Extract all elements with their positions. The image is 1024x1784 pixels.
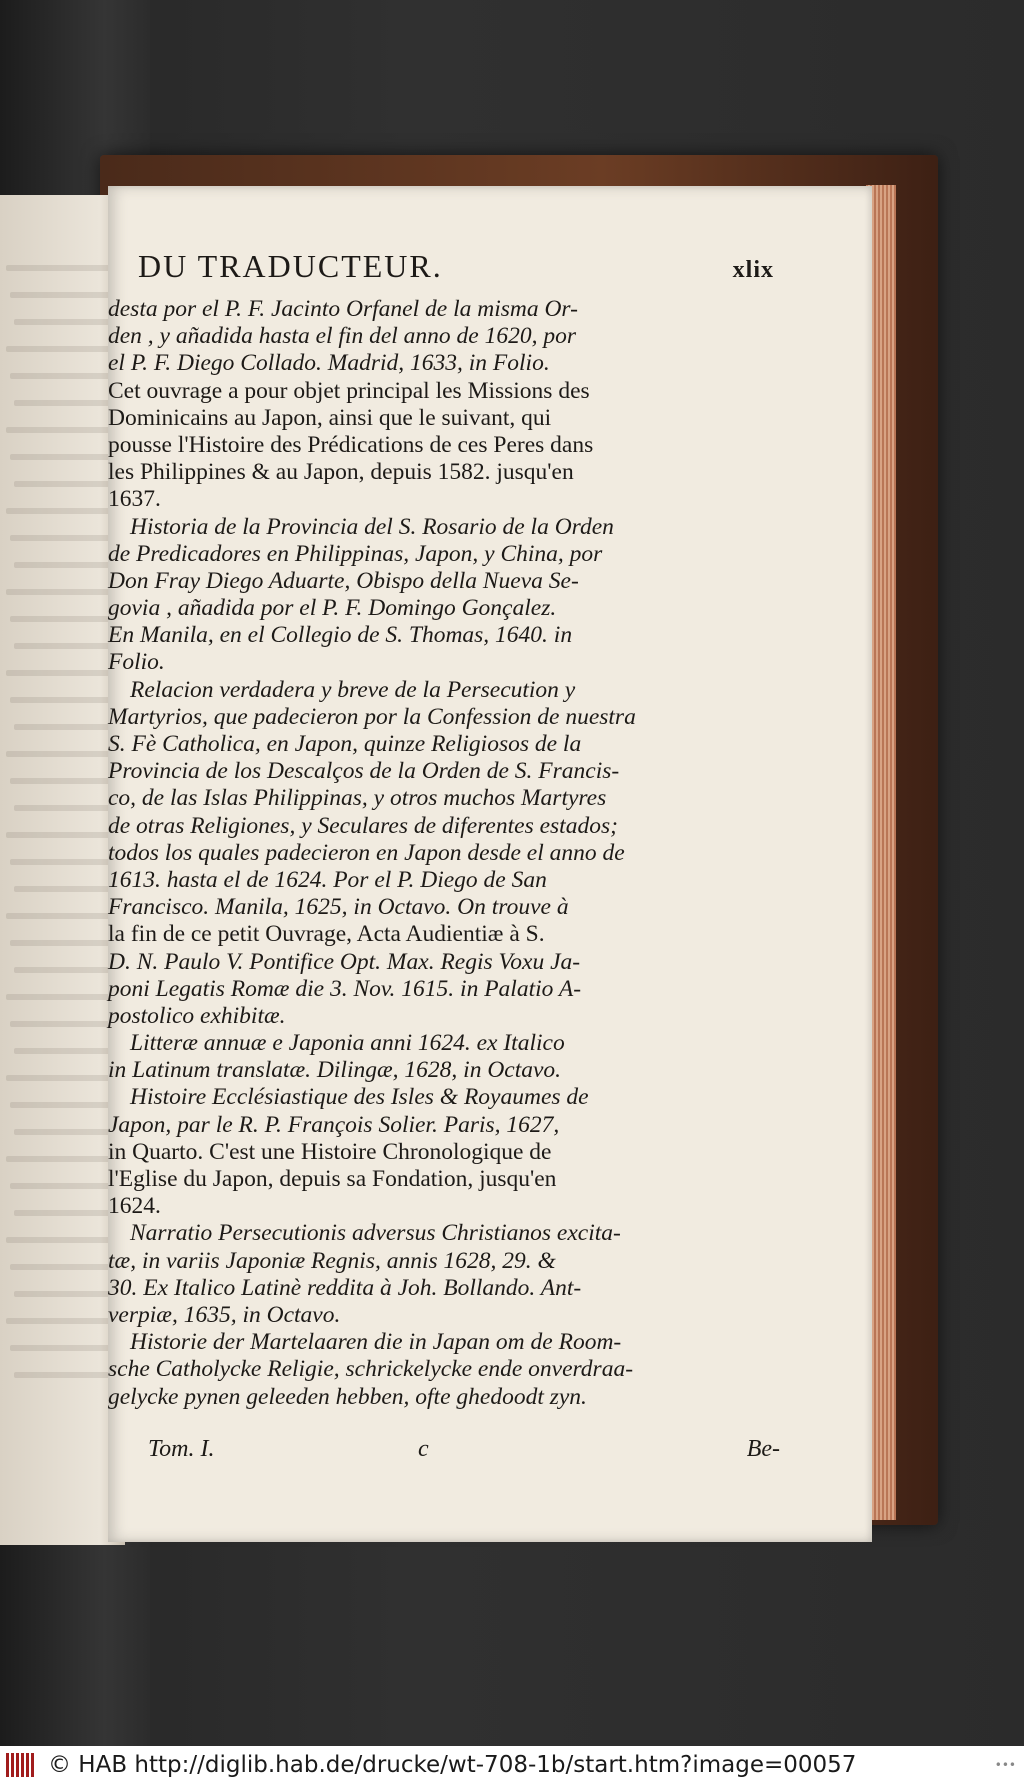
bleed-through-line	[14, 400, 121, 406]
text-line: Folio.	[108, 649, 165, 676]
bleed-through-line	[14, 643, 121, 649]
text-line: 1624.	[108, 1193, 161, 1220]
bleed-through-line	[14, 481, 121, 487]
text-line: den , y añadida hasta el fin del anno de 1620, por	[108, 323, 576, 350]
bleed-through-line	[14, 967, 121, 973]
bleed-through-line	[14, 724, 121, 730]
text-line: gelycke pynen geleeden hebben, ofte ghedoodt zyn.	[108, 1383, 587, 1410]
bleed-through-line	[6, 1318, 121, 1324]
text-line: in Quarto. C'est une Histoire Chronologique de	[108, 1138, 552, 1165]
bleed-through-line	[10, 778, 121, 784]
bleed-through-line	[10, 1183, 121, 1189]
bleed-through-line	[6, 346, 121, 352]
bleed-through-line	[14, 1210, 121, 1216]
bleed-through-line	[6, 265, 121, 271]
text-line: les Philippines & au Japon, depuis 1582. jusqu'en	[108, 459, 574, 486]
text-line: Historie der Martelaaren die in Japan om de Room-	[130, 1329, 622, 1356]
bleed-through-line	[6, 1237, 121, 1243]
bleed-through-line	[14, 886, 121, 892]
sheet-signature: c	[418, 1436, 429, 1462]
bleed-through-line	[10, 616, 121, 622]
body-text	[108, 296, 780, 1411]
text-line: l'Eglise du Japon, depuis sa Fondation, jusqu'en	[108, 1166, 557, 1192]
hab-logo-icon	[6, 1753, 40, 1777]
text-line: Historia de la Provincia del S. Rosario de la Orden	[130, 513, 614, 540]
bleed-through-line	[10, 373, 121, 379]
bleed-through-line	[6, 913, 121, 919]
text-line: Cet ouvrage a pour objet principal les Missions des	[108, 377, 590, 404]
running-head-title: DU TRADUCTEUR.	[138, 248, 443, 284]
bleed-through-line	[10, 1345, 121, 1351]
text-line: Francisco. Manila, 1625, in Octavo. On trouve à	[108, 894, 569, 921]
bleed-through-line	[10, 292, 121, 298]
bleed-through-line	[6, 751, 121, 757]
text-line: 30. Ex Italico Latinè reddita à Joh. Bollando. Ant-	[108, 1274, 582, 1301]
bleed-through-line	[6, 508, 121, 514]
bleed-through-line	[6, 670, 121, 676]
catchline-row	[148, 1436, 780, 1466]
bleed-through-line	[10, 697, 121, 703]
viewer-footer	[0, 1746, 1024, 1784]
catchword: Be-	[746, 1436, 780, 1462]
bleed-through-line	[6, 427, 121, 433]
footer-menu-icon[interactable]: •••	[994, 1758, 1016, 1772]
text-line: todos los quales padecieron en Japon desde el anno de	[108, 839, 625, 866]
text-line: Narratio Persecutionis adversus Christianos excita-	[130, 1220, 621, 1247]
text-line: verpiæ, 1635, in Octavo.	[108, 1301, 341, 1328]
text-line: el P. F. Diego Collado. Madrid, 1633, in Folio.	[108, 350, 550, 377]
text-line: desta por el P. F. Jacinto Orfanel de la mismа Or-	[108, 296, 578, 322]
bleed-through-line	[14, 805, 121, 811]
text-line: Don Fray Diego Aduarte, Obispo della Nueva Se-	[108, 567, 579, 594]
bleed-through-line	[14, 1372, 121, 1378]
bleed-through-line	[10, 454, 121, 460]
text-line: 1637.	[108, 486, 161, 513]
facing-page-strip	[0, 195, 125, 1545]
text-line: Litteræ annuæ e Japonia anni 1624. ex Italico	[130, 1030, 565, 1057]
text-line: En Manila, en el Collegio de S. Thomas, 1640. in	[108, 622, 573, 649]
text-line: in Latinum translatæ. Dilingæ, 1628, in Octavo.	[108, 1057, 562, 1084]
bleed-through-line	[6, 589, 121, 595]
bleed-through-line	[6, 1156, 121, 1162]
text-line: Provincia de los Descalços de la Orden de S. Francis-	[108, 758, 620, 785]
text-line: D. N. Paulo V. Pontifice Opt. Max. Regis Voxu Ja-	[108, 948, 581, 975]
bleed-through-line	[6, 1075, 121, 1081]
text-line: Dominicains au Japon, ainsi que le suivant, qui	[108, 404, 552, 431]
text-line: 1613. hasta el de 1624. Por el P. Diego de San	[108, 866, 547, 893]
text-line: govia , añadida por el P. F. Domingo Gonçalez.	[108, 595, 557, 622]
volume-signature: Tom. I.	[148, 1436, 215, 1462]
bleed-through-line	[10, 535, 121, 541]
text-line: postolico exhibitæ.	[108, 1002, 286, 1029]
bleed-through-line	[14, 562, 121, 568]
book-page	[108, 186, 872, 1542]
text-line: poni Legatis Romæ die 3. Nov. 1615. in Palatio A-	[108, 975, 582, 1002]
bleed-through-line	[14, 1129, 121, 1135]
text-line: Relacion verdadera y breve de la Persecution y	[130, 676, 576, 703]
text-line: Martyrios, que padecieron por la Confession de nuestra	[108, 703, 636, 730]
text-line: sche Catholycke Religie, schrickelycke ende onverdraa-	[108, 1356, 634, 1383]
bleed-through-line	[6, 832, 121, 838]
bleed-through-line	[10, 940, 121, 946]
text-line: pousse l'Histoire des Prédications de ces Peres dans	[108, 431, 594, 458]
text-line: de Predicadores en Philippinas, Japon, y China, por	[108, 540, 603, 567]
text-line: S. Fè Catholica, en Japon, quinze Religiosos de la	[108, 731, 582, 757]
text-line: Histoire Ecclésiastique des Isles & Royaumes de	[130, 1084, 589, 1111]
bleed-through-line	[10, 859, 121, 865]
text-line: Japon, par le R. P. François Solier. Paris, 1627,	[108, 1111, 560, 1138]
footer-copyright-link[interactable]: © HAB http://diglib.hab.de/drucke/wt-708-1b/start.htm?image=00057	[48, 1752, 857, 1778]
bleed-through-line	[10, 1021, 121, 1027]
text-line: co, de las Islas Philippinas, y otros muchos Martyres	[108, 785, 607, 812]
bleed-through-line	[6, 994, 121, 1000]
text-line: de otras Religiones, y Seculares de diferentes estados;	[108, 812, 618, 839]
bleed-through-line	[10, 1102, 121, 1108]
bleed-through-line	[14, 1291, 121, 1297]
running-head	[138, 248, 774, 285]
bleed-through-line	[14, 319, 121, 325]
text-line: la fin de ce petit Ouvrage, Acta Audientiæ à S.	[108, 921, 545, 948]
bleed-through-line	[14, 1048, 121, 1054]
page-number: xlix	[732, 257, 774, 283]
text-line: tæ, in variis Japoniæ Regnis, annis 1628, 29. &	[108, 1247, 556, 1274]
bleed-through-line	[10, 1264, 121, 1270]
